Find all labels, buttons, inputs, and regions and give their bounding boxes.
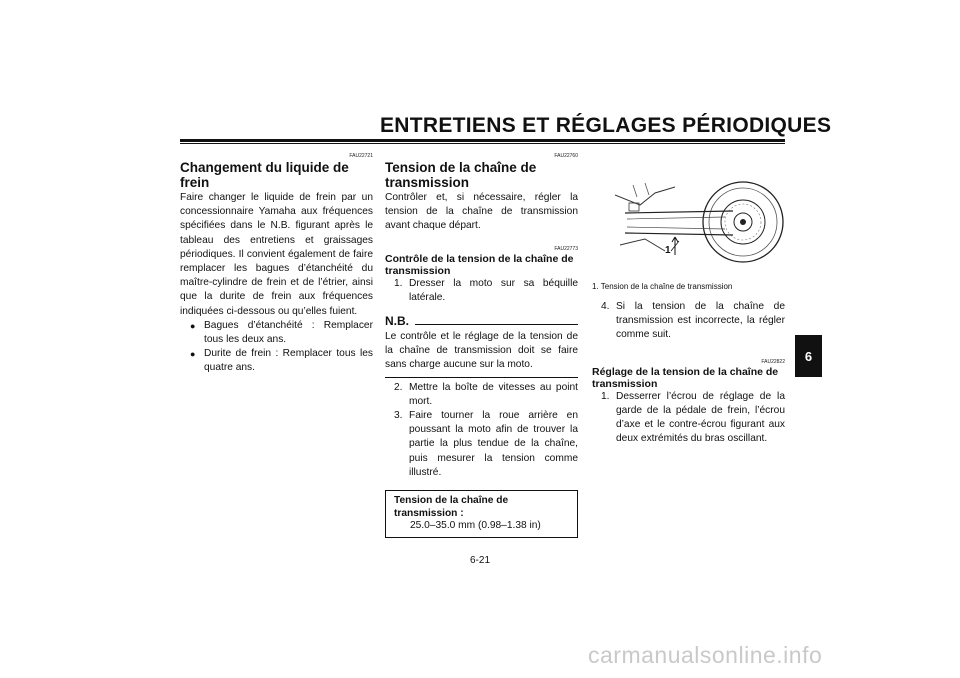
- step-item: [385, 409, 578, 480]
- section-code: FAU22760: [554, 153, 578, 159]
- middle-column: [385, 153, 578, 538]
- left-column: [180, 153, 373, 376]
- step-text: Dresser la moto sur sa béquille latérale.: [409, 277, 578, 303]
- step-item: [592, 390, 785, 447]
- note-bottom-rule: [385, 377, 578, 378]
- figure-callout: 1: [665, 245, 671, 256]
- page-number: 6-21: [469, 555, 490, 566]
- step-text: Desserrer l’écrou de réglage de la garde de la pédale de frein, l’écrou d’axe et le contre-écrou figurant aux deux extrémités du bras oscillant.: [616, 390, 785, 445]
- step-text: Si la tension de la chaîne de transmission est incorrecte, la régler comme suit.: [616, 301, 785, 341]
- step-text: Mettre la boîte de vitesses au point mort.: [409, 381, 578, 407]
- section-code: FAU22822: [761, 358, 785, 365]
- step-number: 1.: [394, 277, 403, 289]
- section-code: FAU22721: [349, 153, 373, 159]
- bullet-text: Durite de frein : Remplacer tous les quatre ans.: [204, 348, 373, 374]
- chain-figure: [615, 175, 785, 270]
- bullet-icon: ●: [190, 320, 196, 331]
- bullet-item: [180, 319, 373, 347]
- section-heading-chain-tension: Tension de la chaîne de transmission: [385, 160, 537, 190]
- step-number: 2.: [394, 381, 403, 393]
- chapter-tab: 6: [795, 335, 822, 377]
- brake-fluid-paragraph: Faire changer le liquide de frein par un concessionnaire Yamaha aux fréquences spécifiées dans le N.B. figurant après le tableau des entretiens et graissages périodiques. Il convient également de faire remplacer les bagues d’étanchéité du maître-cylindre de frein et de l’étrier, ainsi que la durite de frein aux fréquences indiquées ci-dessous ou qu’elles fuient.: [180, 192, 373, 317]
- figure-caption: 1. Tension de la chaîne de transmission: [592, 282, 733, 291]
- step-item: [385, 277, 578, 305]
- spec-label: Tension de la chaîne de transmission :: [394, 495, 509, 519]
- section-code: FAU22773: [554, 245, 578, 252]
- note-title: [385, 314, 578, 328]
- chain-tension-paragraph: Contrôler et, si nécessaire, régler la tension de la chaîne de transmission avant chaque départ.: [385, 192, 578, 232]
- chain-tension-illustration: [615, 175, 785, 270]
- note-text: Le contrôle et le réglage de la tension de la chaîne de transmission doit se faire sans charge aucune sur la moto.: [385, 331, 578, 371]
- spec-box: [385, 490, 578, 538]
- page-header-title: ENTRETIENS ET RÉGLAGES PÉRIODIQUES: [380, 114, 832, 137]
- bullet-text: Bagues d’étanchéité : Remplacer tous les deux ans.: [204, 319, 373, 346]
- subheading-chain-check: Contrôle de la tension de la chaîne de transmission: [385, 252, 574, 277]
- watermark: carmanualsonline.info: [588, 642, 823, 668]
- bullet-item: [180, 347, 373, 375]
- subheading-chain-adjust: Réglage de la tension de la chaîne de transmission: [592, 365, 779, 390]
- header-rule-thin: [180, 143, 785, 144]
- step-text: Faire tourner la roue arrière en poussant la moto afin de trouver la partie la plus tendue de la chaîne, puis mesurer la tension comme illustré.: [409, 410, 578, 478]
- step-number: 1.: [601, 390, 610, 402]
- spec-value: 25.0–35.0 mm (0.98–1.38 in): [410, 520, 541, 532]
- step-item: [592, 300, 785, 343]
- note-label: N.B.: [385, 314, 409, 329]
- step-item: [385, 381, 578, 409]
- section-heading-brake-fluid: Changement du liquide de frein: [180, 160, 349, 190]
- bullet-icon: ●: [190, 349, 196, 360]
- header-rule-thick: [180, 139, 785, 142]
- right-column: [592, 300, 785, 446]
- step-number: 3.: [394, 410, 403, 422]
- note-rule: [415, 324, 578, 325]
- step-number: 4.: [601, 301, 610, 312]
